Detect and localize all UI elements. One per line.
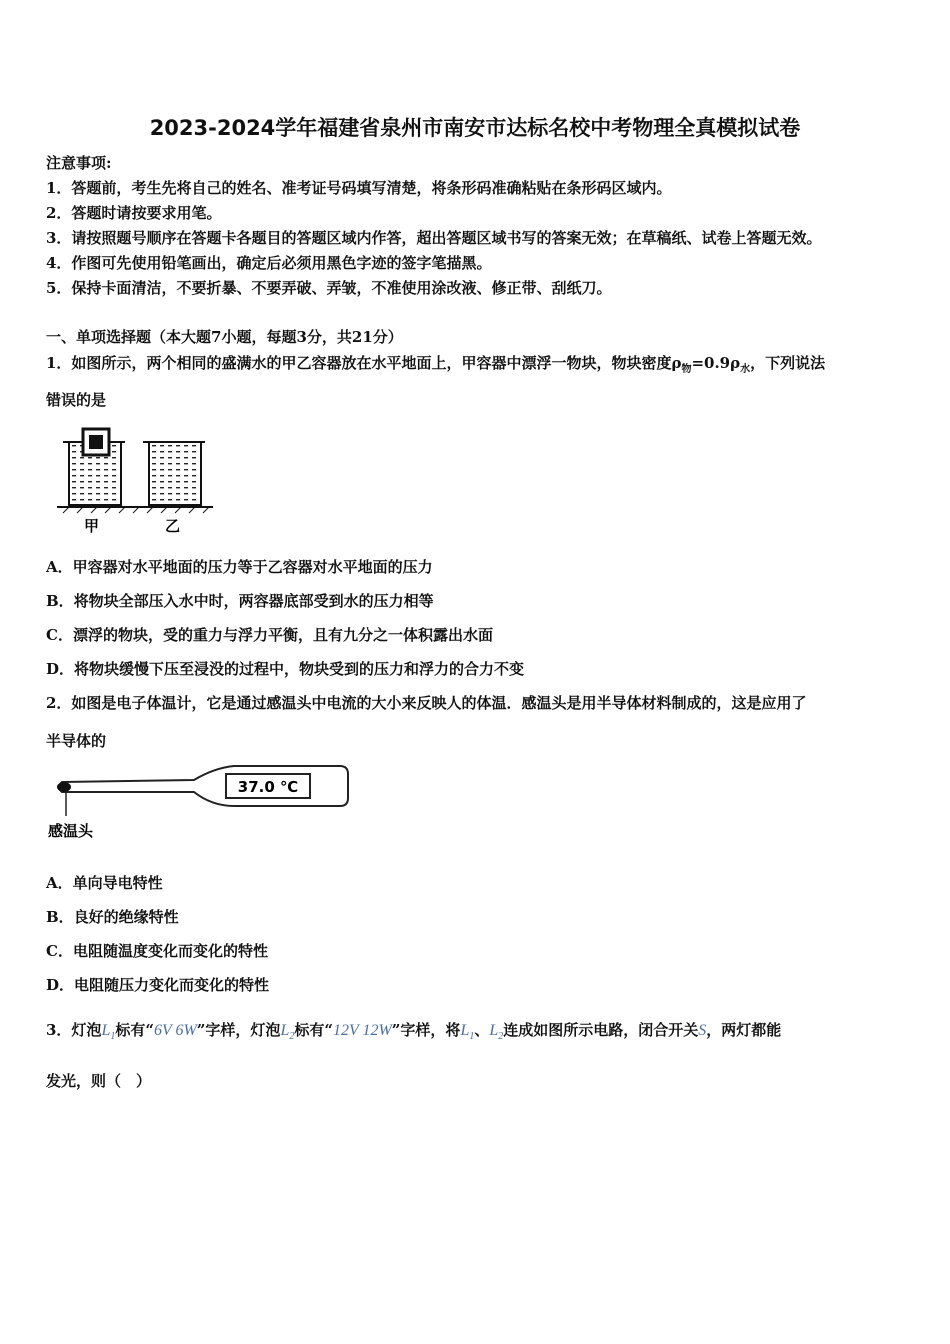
q3-stem-line2: 发光，则（ ） [46,1072,152,1090]
q1-containers-figure [55,425,215,537]
label-jia: 甲 [84,517,100,535]
q1-text-a: 1．如图所示，两个相同的盛满水的甲乙容器放在水平地面上，甲容器中漂浮一物块，物块密度 [46,354,672,372]
q1-option-d: D．将物块缓慢下压至浸没的过程中，物块受到的压力和浮力的合力不变 [46,660,525,678]
q1-option-b: B．将物块全部压入水中时，两容器底部受到水的压力相等 [46,592,434,610]
sensor-probe-icon [57,782,71,792]
q1-text-b: ，下列说法 [750,354,826,372]
q1-option-a: A．甲容器对水平地面的压力等于乙容器对水平地面的压力 [46,558,433,576]
q2-option-b: B．良好的绝缘特性 [46,908,179,926]
notice-heading: 注意事项: [46,154,112,172]
probe-label: 感温头 [48,822,94,840]
ground [57,507,213,513]
q2-option-c: C．电阻随温度变化而变化的特性 [46,942,268,960]
l2-symbol: $L_2$ [280,1022,295,1043]
page-title: 2023-2024学年福建省泉州市南安市达标名校中考物理全真模拟试卷 [149,116,801,140]
q2-stem-line2: 半导体的 [46,732,107,750]
q1-option-c: C．漂浮的物块，受的重力与浮力平衡，且有九分之一体积露出水面 [46,626,493,644]
notice-item-3: 3．请按照题号顺序在答题卡各题目的答题区域内作答，超出答题区域书写的答案无效；在草稿纸、试卷上答题无效。 [46,229,822,247]
label-yi: 乙 [165,517,181,535]
l1-rating: 6V 6W [153,1022,197,1039]
notice-item-2: 2．答题时请按要求用笔。 [46,204,222,222]
section-heading: 一、单项选择题（本大题7小题，每题3分，共21分） [46,328,403,346]
notice-item-5: 5．保持卡面清洁，不要折暴、不要弄破、弄皱，不准使用涂改液、修正带、刮纸刀。 [46,279,612,297]
q1-rho-water: $\rho_水$ [730,354,751,375]
notice-item-4: 4．作图可先使用铅笔画出，确定后必须用黑色字迹的签字笔描黑。 [46,254,492,272]
container-yi [143,442,205,505]
l2-rating: 12V 12W [332,1022,392,1039]
q1-density-value: =0.9 [691,354,731,372]
container-jia [63,429,125,505]
l1-symbol-2: $L_1$ [460,1022,475,1043]
temperature-reading: 37.0 ℃ [237,778,299,796]
notice-item-1: 1．答题前，考生先将自己的姓名、准考证号码填写清楚，将条形码准确粘贴在条形码区域内。 [46,179,672,197]
q2-option-d: D．电阻随压力变化而变化的特性 [46,976,270,994]
q1-stem-line2: 错误的是 [46,391,107,409]
q3-stem-line1: 3．灯泡$L_1$标有“6V 6W”字样，灯泡$L_2$标有“12V 12W”字样，将$L_1$、$L_2$连成如图所示电路，闭合开关S，两灯都能 [46,1021,782,1043]
q2-option-a: A．单向导电特性 [46,874,163,892]
q1-stem-line1 [46,352,825,375]
q2-stem-line1: 2．如图是电子体温计，它是通过感温头中电流的大小来反映人的体温．感温头是用半导体材料制成的，这是应用了 [46,694,807,712]
l1-symbol: $L_1$ [101,1022,116,1043]
q1-rho-object: $\rho_物$ [671,354,692,375]
switch-symbol: S [698,1022,707,1039]
l2-symbol-2: $L_2$ [489,1022,504,1043]
thermometer-figure [44,760,354,846]
